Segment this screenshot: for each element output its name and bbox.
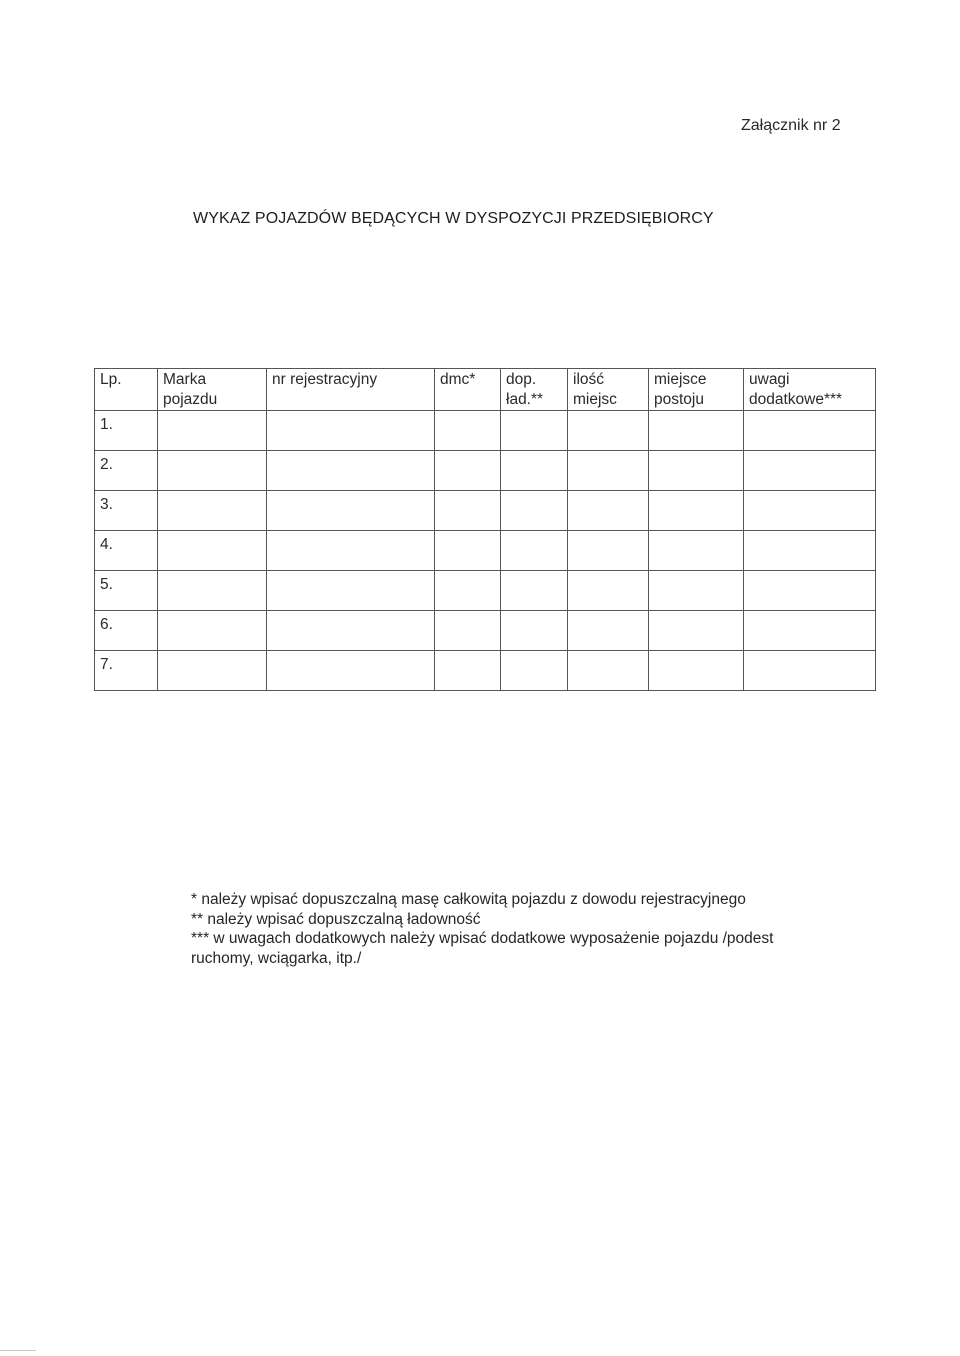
column-header-registration [267,369,435,411]
table-cell [501,611,568,651]
row-number: 4. [95,531,158,571]
column-header-parking [649,369,744,411]
table-cell [435,571,501,611]
column-header-line: ład.** [506,391,544,408]
document-title: WYKAZ POJAZDÓW BĘDĄCYCH W DYSPOZYCJI PRZEDSIĘBIORCY [193,210,714,227]
table-cell [435,411,501,451]
column-header-line: dodatkowe*** [749,391,843,408]
table-cell [158,611,267,651]
column-header-brand [158,369,267,411]
footnote-remarks: *** w uwagach dodatkowych należy wpisać dodatkowe wyposażenie pojazdu /podest [191,930,774,947]
table-cell [568,651,649,691]
column-header-line: ilość [573,371,605,388]
table-cell [501,651,568,691]
table-cell [267,491,435,531]
table-cell [267,451,435,491]
table-header-row [95,369,876,411]
table-cell [501,451,568,491]
table-cell [158,531,267,571]
table-cell [501,491,568,531]
column-header-line: nr rejestracyjny [272,371,378,388]
table-cell [649,531,744,571]
column-header-line: miejsce [654,371,707,388]
table-cell [744,451,876,491]
row-number: 5. [95,571,158,611]
table-cell [744,571,876,611]
table-cell [435,491,501,531]
row-number: 2. [95,451,158,491]
column-header-line: Lp. [100,371,122,388]
table-cell [158,571,267,611]
column-header-payload [501,369,568,411]
table-cell [568,411,649,451]
table-cell [501,531,568,571]
table-cell [435,611,501,651]
column-header-line: Marka [163,371,207,388]
column-header-seats [568,369,649,411]
table-cell [267,651,435,691]
column-header-line: postoju [654,391,704,408]
table-cell [649,611,744,651]
table-row [95,651,876,691]
table-cell [744,531,876,571]
column-header-line: pojazdu [163,391,218,408]
row-number: 6. [95,611,158,651]
table-cell [267,531,435,571]
table-cell [568,611,649,651]
table-row [95,451,876,491]
column-header-lp [95,369,158,411]
footnote-remarks-continued: ruchomy, wciągarka, itp./ [191,949,362,967]
table-cell [649,411,744,451]
table-cell [744,411,876,451]
table-cell [158,411,267,451]
page-edge-mark [0,1350,36,1351]
footnote-payload: ** należy wpisać dopuszczalną ładowność [191,910,481,928]
table-cell [649,491,744,531]
table-cell [435,651,501,691]
row-number: 3. [95,491,158,531]
table-row [95,531,876,571]
table-cell [158,491,267,531]
footnote-dmc: * należy wpisać dopuszczalną masę całkowitą pojazdu z dowodu rejestracyjnego [191,891,746,908]
table-row [95,571,876,611]
table-row [95,411,876,451]
column-header-line: miejsc [573,391,617,408]
table-cell [435,531,501,571]
column-header-line: dmc* [440,371,476,388]
table-cell [501,411,568,451]
table-cell [649,651,744,691]
table-cell [744,651,876,691]
table-cell [158,651,267,691]
attachment-label: Załącznik nr 2 [741,117,841,134]
column-header-dmc [435,369,501,411]
table-cell [267,611,435,651]
table-cell [435,451,501,491]
table-cell [568,491,649,531]
table-row [95,491,876,531]
table-cell [568,531,649,571]
table-cell [649,571,744,611]
table-cell [267,411,435,451]
table-cell [568,451,649,491]
column-header-line: dop. [506,371,537,388]
column-header-remarks [744,369,876,411]
column-header-line: uwagi [749,371,790,388]
table-cell [744,491,876,531]
footnotes [191,890,891,968]
table-cell [158,451,267,491]
table-row [95,611,876,651]
table-cell [744,611,876,651]
row-number: 7. [95,651,158,691]
table-cell [649,451,744,491]
vehicle-table [94,368,876,691]
table-cell [267,571,435,611]
row-number: 1. [95,411,158,451]
table-cell [501,571,568,611]
table-cell [568,571,649,611]
